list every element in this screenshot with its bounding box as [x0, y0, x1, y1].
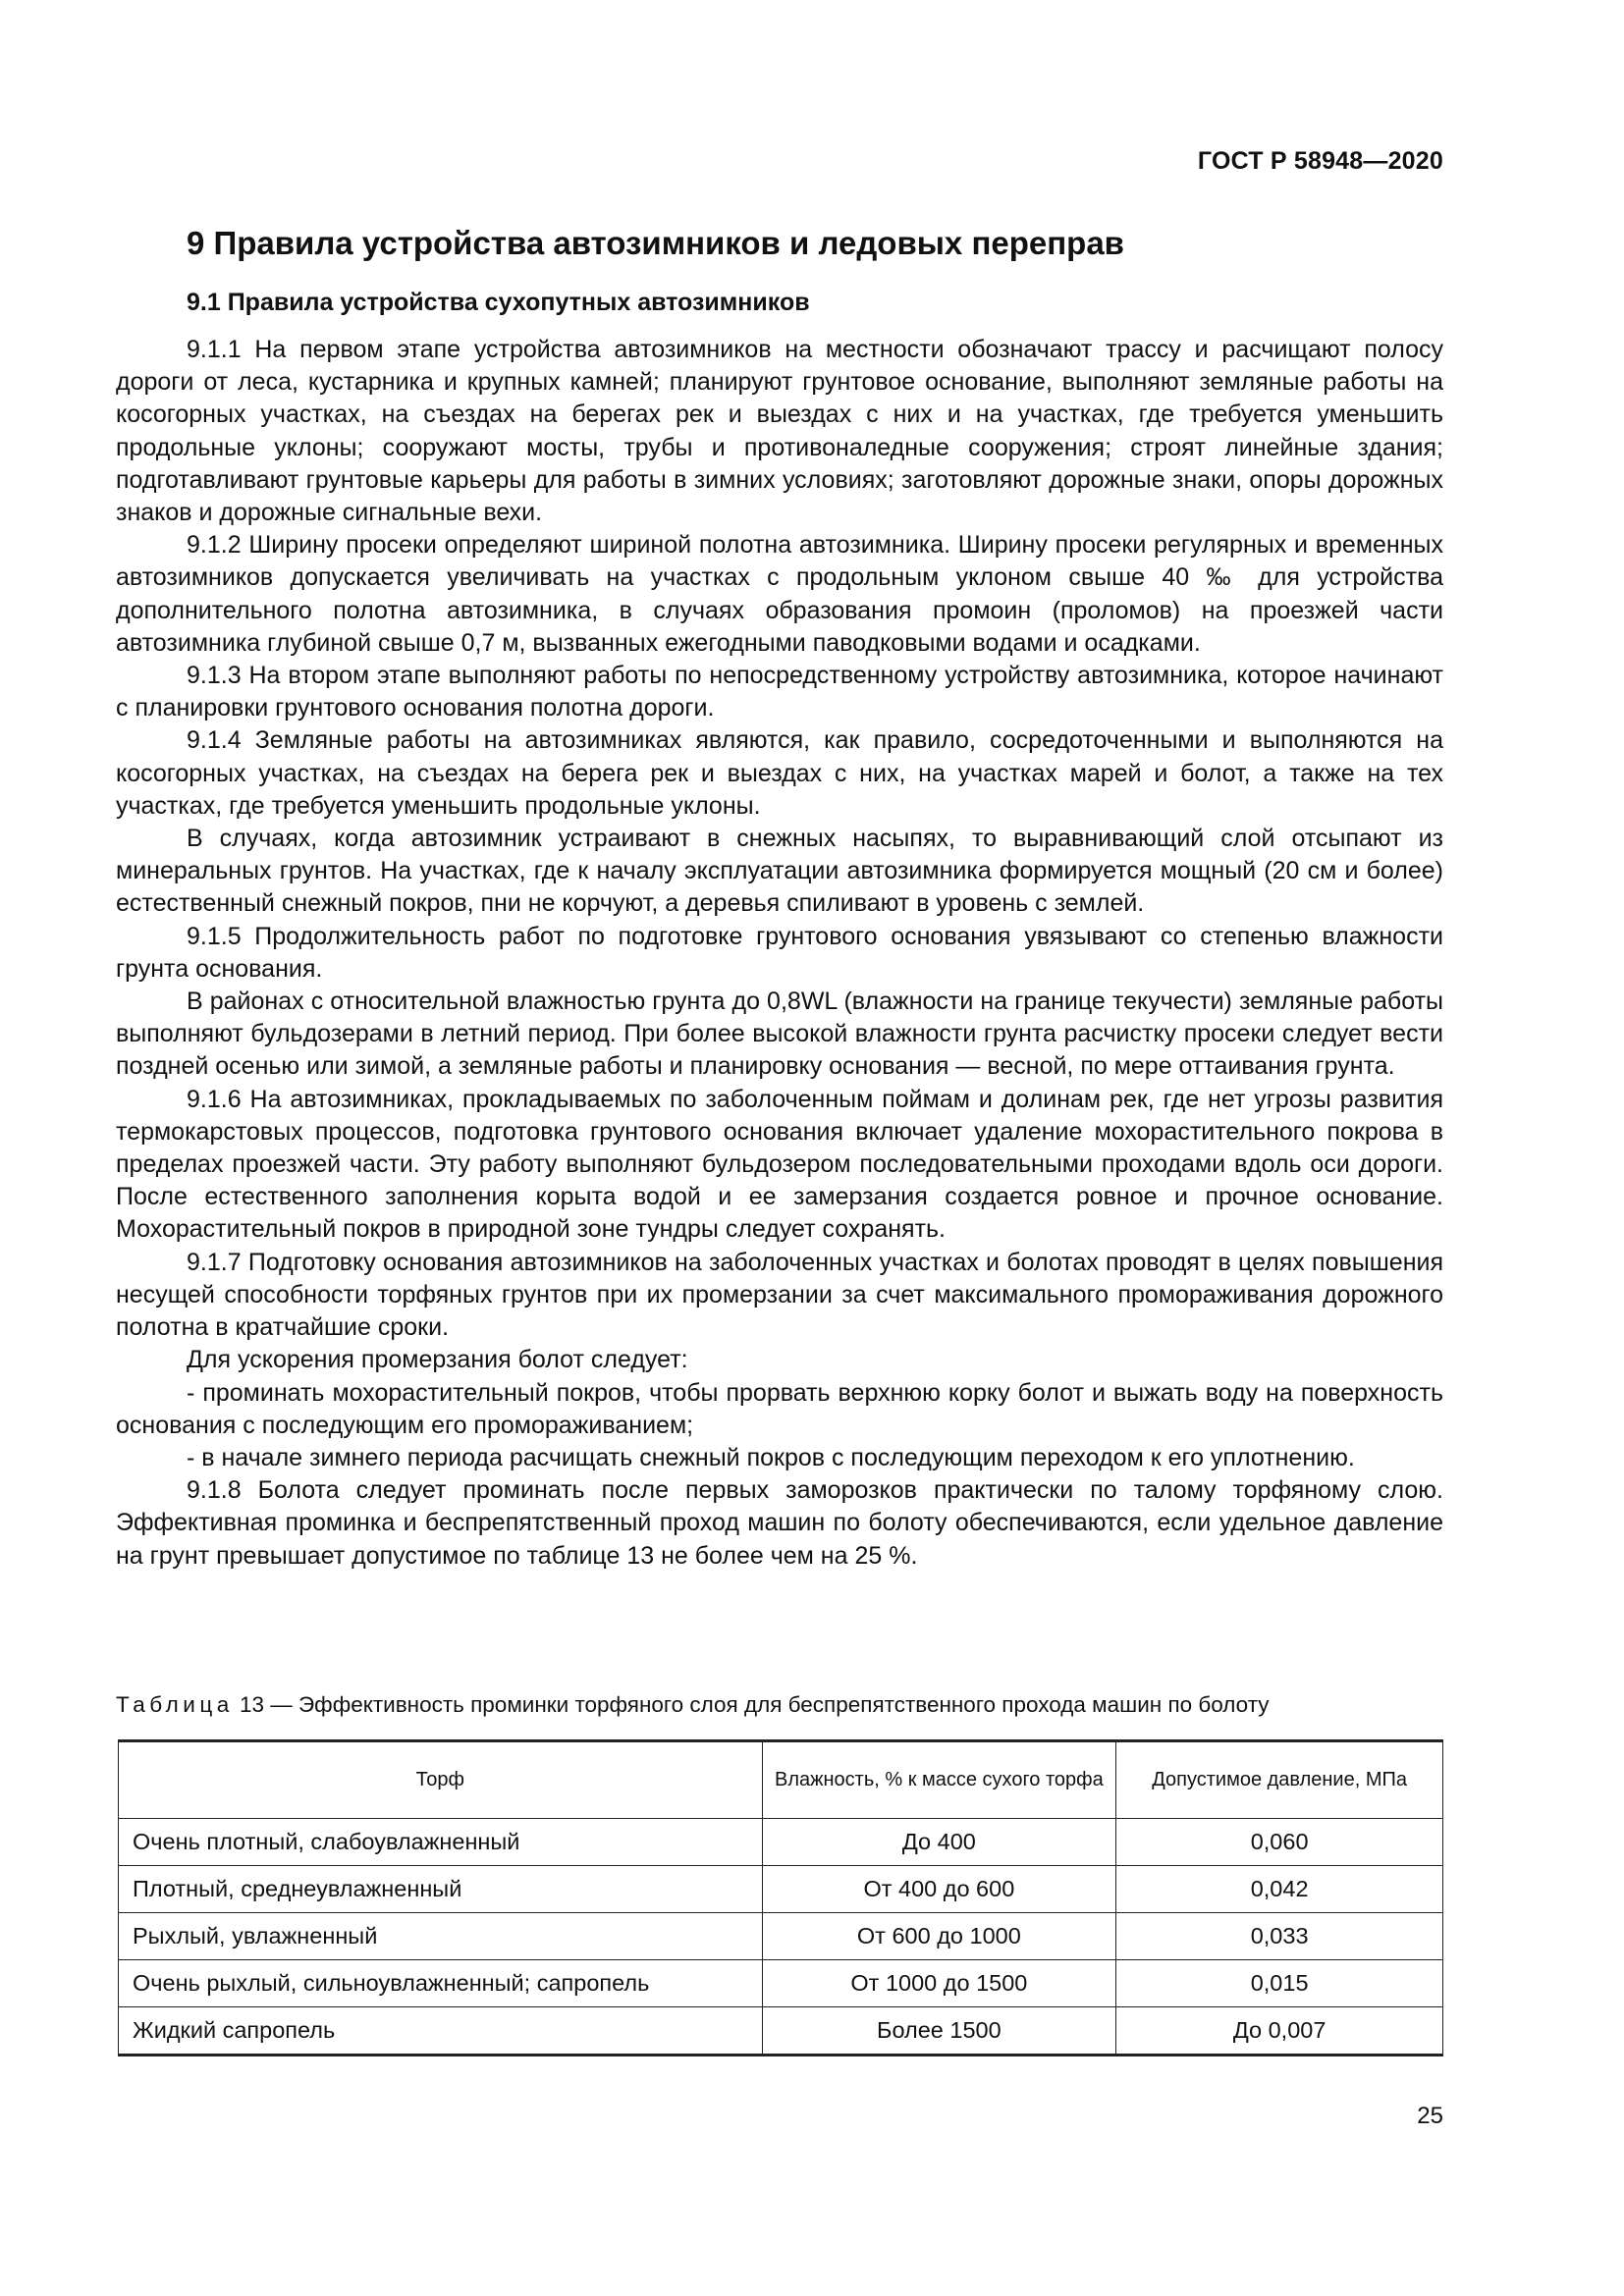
cell-moisture: До 400 — [762, 1819, 1116, 1866]
cell-peat: Жидкий сапропель — [119, 2007, 763, 2056]
body-text — [116, 334, 1443, 1573]
document-page — [116, 0, 1443, 2296]
cell-pressure: 0,060 — [1116, 1819, 1443, 1866]
cell-moisture: От 600 до 1000 — [762, 1913, 1116, 1960]
list-item: - проминать мохорастительный покров, чтобы прорвать верхнюю корку болот и выжать воду на поверхность основания с последующим его промораживанием; — [116, 1378, 1443, 1439]
subsection-title: 9.1 Правила устройства сухопутных автозимников — [187, 289, 810, 316]
paragraph: 9.1.6 На автозимниках, прокладываемых по заболоченным поймам и долинам рек, где нет угрозы развития термокарстовых процессов, подготовка грунтового основания включает удаление мохорастительного покрова в пределах проезжей части. Эту работу выполняют бульдозером последовательными проходами вдоль оси дороги. После естественного заполнения корыта водой и ее замерзания создается ровное и прочное основание. Мохорастительный покров в природной зоне тундры следует сохранять. — [116, 1085, 1443, 1244]
header-moisture: Влажность, % к массе сухого торфа — [762, 1741, 1116, 1819]
cell-moisture: От 400 до 600 — [762, 1866, 1116, 1913]
cell-peat: Плотный, среднеувлажненный — [119, 1866, 763, 1913]
table-caption-text: 13 — Эффективность проминки торфяного слоя для беспрепятственного прохода машин по болоту — [233, 1692, 1270, 1717]
table-row — [119, 1913, 1443, 1960]
paragraph: 9.1.1 На первом этапе устройства автозимников на местности обозначают трассу и расчищают полосу дороги от леса, кустарника и крупных камней; планируют грунтовое основание, выполняют земляные работы на косогорных участках, на съездах на берегах рек и выездах с них и на участках, где требуется уменьшить продольные уклоны; сооружают мосты, трубы и противоналедные сооружения; строят линейные здания; подготавливают грунтовые карьеры для работы в зимних условиях; заготовляют дорожные знаки, опоры дорожных знаков и дорожные сигнальные вехи. — [116, 336, 1443, 527]
cell-pressure: До 0,007 — [1116, 2007, 1443, 2056]
table-row — [119, 1819, 1443, 1866]
cell-moisture: Более 1500 — [762, 2007, 1116, 2056]
page-number: 25 — [1417, 2103, 1443, 2129]
paragraph: 9.1.7 Подготовку основания автозимников на заболоченных участках и болотах проводят в целях повышения несущей способности торфяных грунтов при их промерзании за счет максимального промораживания дорожного полотна в кратчайшие сроки. — [116, 1248, 1443, 1342]
paragraph: В случаях, когда автозимник устраивают в снежных насыпях, то выравнивающий слой отсыпают из минеральных грунтов. На участках, где к началу эксплуатации автозимника формируется мощный (20 см и более) естественный снежный покров, пни не корчуют, а деревья спиливают в уровень с землей. — [116, 825, 1443, 918]
paragraph: 9.1.5 Продолжительность работ по подготовке грунтового основания увязывают со степенью влажности грунта основания. — [116, 922, 1443, 983]
table-row — [119, 1866, 1443, 1913]
paragraph: 9.1.8 Болота следует проминать после первых заморозков практически по талому торфяному слою. Эффективная проминка и беспрепятственный проход машин по болоту обеспечиваются, если удельное давление на грунт превышает допустимое по таблице 13 не более чем на 25 %. — [116, 1476, 1443, 1570]
section-title: 9 Правила устройства автозимников и ледовых переправ — [187, 225, 1124, 261]
paragraph: 9.1.3 На втором этапе выполняют работы по непосредственному устройству автозимника, которое начинают с планировки грунтового основания полотна дороги. — [116, 662, 1443, 722]
cell-peat: Очень рыхлый, сильноувлажненный; сапропель — [119, 1960, 763, 2007]
header-peat: Торф — [119, 1741, 763, 1819]
table-caption — [116, 1690, 1443, 1720]
peat-table — [118, 1739, 1443, 2056]
paragraph: В районах с относительной влажностью грунта до 0,8WL (влажности на границе текучести) земляные работы выполняют бульдозерами в летний период. При более высокой влажности грунта расчистку просеки следует вести поздней осенью или зимой, а земляные работы и планировку основания — весной, по мере оттаивания грунта. — [116, 988, 1443, 1081]
cell-pressure: 0,042 — [1116, 1866, 1443, 1913]
cell-peat: Рыхлый, увлажненный — [119, 1913, 763, 1960]
table-row — [119, 2007, 1443, 2056]
table-header-row — [119, 1741, 1443, 1819]
table-row — [119, 1960, 1443, 2007]
paragraph: Для ускорения промерзания болот следует: — [187, 1346, 688, 1374]
header-pressure: Допустимое давление, МПа — [1116, 1741, 1443, 1819]
cell-peat: Очень плотный, слабоувлажненный — [119, 1819, 763, 1866]
document-code: ГОСТ Р 58948—2020 — [1197, 147, 1443, 175]
cell-moisture: От 1000 до 1500 — [762, 1960, 1116, 2007]
cell-pressure: 0,033 — [1116, 1913, 1443, 1960]
cell-pressure: 0,015 — [1116, 1960, 1443, 2007]
paragraph: 9.1.4 Земляные работы на автозимниках являются, как правило, сосредоточенными и выполняются на косогорных участках, на съездах на берега рек и выездах с них, на участках марей и болот, а также на тех участках, где требуется уменьшить продольные уклоны. — [116, 726, 1443, 820]
list-item: - в начале зимнего периода расчищать снежный покров с последующим переходом к его уплотнению. — [187, 1443, 1355, 1471]
table-caption-label: Таблица — [116, 1692, 234, 1717]
paragraph: 9.1.2 Ширину просеки определяют шириной полотна автозимника. Ширину просеки регулярных и временных автозимников допускается увеличивать на участках с продольным уклоном свыше 40 ‰ для устройства дополнительного полотна автозимника, в случаях образования промоин (проломов) на проезжей части автозимника глубиной свыше 0,7 м, вызванных ежегодными паводковыми водами и осадками. — [116, 531, 1443, 657]
